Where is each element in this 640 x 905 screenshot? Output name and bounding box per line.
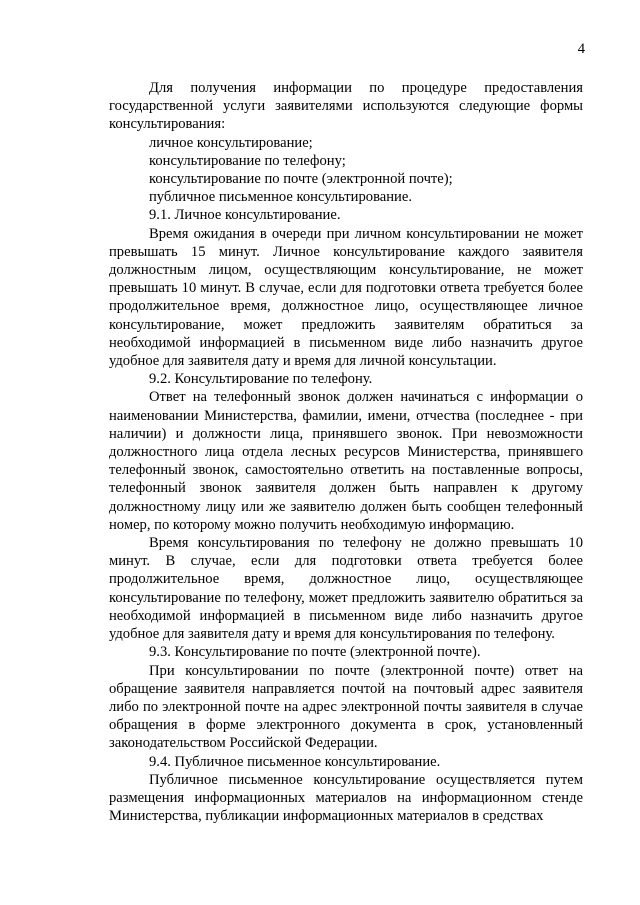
paragraph: Время консультирования по телефону не должно превышать 10 минут. В случае, если для подготовки ответа требуется более продолжительное время, должностное лицо, осуществляющее консультирование по телефону, может предложить заявителю обратиться за необходимой информацией в письменном виде либо назначить другое удобное для заявителя дату и время для консультирования по телефону. (109, 535, 583, 643)
list-item: 9.3. Консультирование по почте (электронной почте). (149, 644, 481, 661)
paragraph: Ответ на телефонный звонок должен начинаться с информации о наименовании Министерства, фамилии, имени, отчества (последнее - при наличии) и должности лица, принявшего звонок. При невозможности должностного лица отдела лесных ресурсов Министерства, принявшего телефонный звонок, самостоятельно ответить на поставленные вопросы, телефонный звонок заявителя должен быть направлен к другому должностному лицу или же заявителю должен быть сообщен телефонный номер, по которому можно получить необходимую информацию. (109, 389, 583, 533)
paragraph: Публичное письменное консультирование осуществляется путем размещения информационных материалов на информационном стенде Министерства, публикации информационных материалов в средствах (109, 771, 583, 825)
list-item: 9.1. Личное консультирование. (149, 207, 341, 224)
paragraph: Время ожидания в очереди при личном консультировании не может превышать 15 минут. Личное консультирование каждого заявителя должностным лицом, осуществляющим консультирование, не может превышать 10 минут. В случае, если для подготовки ответа требуется более продолжительное время, должностное лицо, осуществляющее личное консультирование, может предложить заявителям обратиться за необходимой информацией в письменном виде либо назначить другое удобное для заявителя дату и время для личной консультации. (109, 225, 583, 370)
list-item: 9.4. Публичное письменное консультирование. (149, 753, 441, 770)
list-item: консультирование по телефону; (149, 152, 346, 169)
list-item: публичное письменное консультирование. (149, 189, 412, 206)
document-body (109, 79, 583, 825)
paragraph: При консультировании по почте (электронной почте) ответ на обращение заявителя направляется почтой на почтовый адрес заявителя либо по электронной почте на адрес электронной почты заявителя в случае обращения в форме электронного документа в срок, установленный законодательством Российской Федерации. (109, 662, 583, 752)
list-item: консультирование по почте (электронной почте); (149, 171, 453, 188)
list-item: 9.2. Консультирование по телефону. (149, 371, 373, 388)
paragraph: Для получения информации по процедуре предоставления государственной услуги заявителями используются следующие формы консультирования: (109, 80, 583, 133)
page-number: 4 (577, 41, 585, 57)
list-item: личное консультирование; (149, 134, 313, 151)
